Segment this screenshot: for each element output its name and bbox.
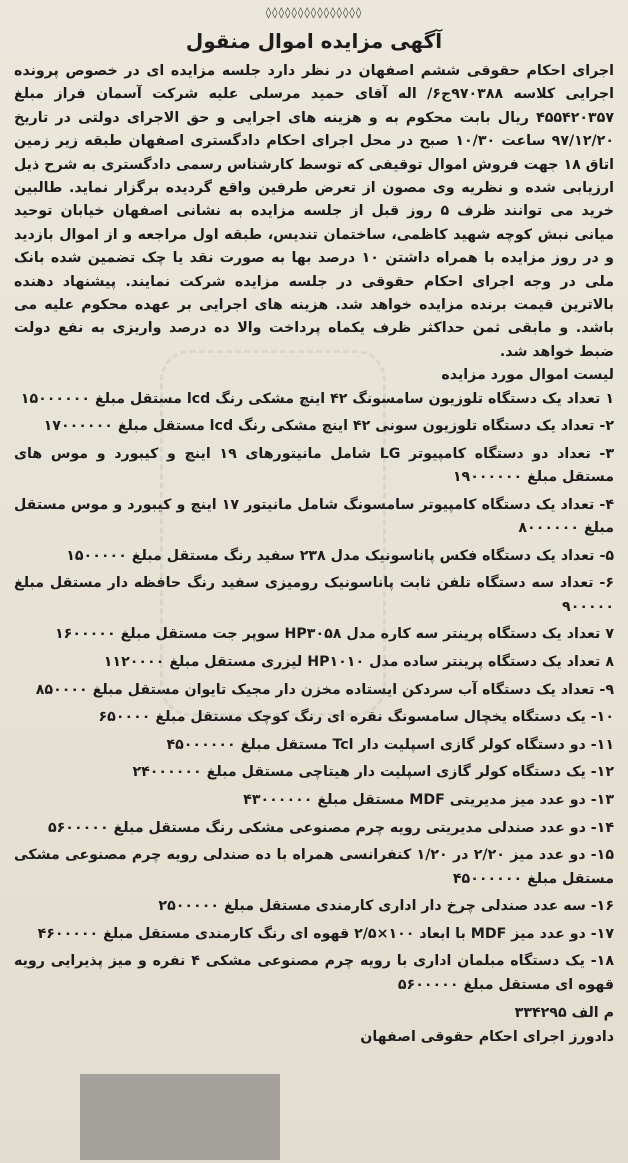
auction-item: ۱۷- دو عدد میز MDF با ابعاد ۱۰۰×۲/۵ قهوه ای رنگ کارمندی مستقل مبلغ ۴۶۰۰۰۰۰ [37, 925, 614, 942]
auction-item: ۱۴- دو عدد صندلی مدیریتی رویه چرم مصنوعی مشکی رنگ مستقل مبلغ ۵۶۰۰۰۰۰ [47, 819, 614, 836]
auction-item: ۵- تعداد یک دستگاه فکس پاناسونیک مدل ۲۳۸ سفید رنگ مستقل مبلغ ۱۵۰۰۰۰۰ [66, 547, 614, 564]
auction-item: ۲- تعداد یک دستگاه تلوزیون سونی ۴۲ اینچ مشکی رنگ lcd مستقل مبلغ ۱۷۰۰۰۰۰۰ [43, 418, 614, 435]
auction-item: ۱۰- یک دستگاه یخچال سامسونگ نقره ای رنگ کوچک مستقل مبلغ ۶۵۰۰۰۰ [98, 709, 614, 726]
auction-item: ۱۲- یک دستگاه کولر گازی اسپلیت دار هیتاچی مستقل مبلغ ۲۴۰۰۰۰۰۰ [132, 764, 614, 781]
notice-title: آگهی مزایده اموال منقول [185, 29, 443, 53]
auction-item: ۷ تعداد یک دستگاه پرینتر سه کاره مدل HP۳۰۵۸ سوپر جت مستقل مبلغ ۱۶۰۰۰۰۰ [55, 626, 614, 643]
auction-item: ۱۶- سه عدد صندلی چرخ دار اداری کارمندی مستقل مبلغ ۲۵۰۰۰۰۰ [158, 898, 614, 915]
auction-item: ۱۸- یک دستگاه مبلمان اداری با رویه چرم مصنوعی مشکی ۴ نفره و میز پذیرایی رویه قهوه ای مستقل مبلغ ۵۶۰۰۰۰۰ [14, 953, 614, 993]
auction-items-list [14, 388, 614, 998]
auction-item: ۱۱- دو دستگاه کولر گازی اسپلیت دار Tcl مستقل مبلغ ۴۵۰۰۰۰۰۰ [166, 736, 614, 753]
auction-item: ۶- تعداد سه دستگاه تلفن ثابت پاناسونیک رومیزی سفید رنگ حافظه دار مستقل مبلغ ۹۰۰۰۰۰ [14, 575, 614, 615]
notice-intro: اجرای احکام حقوقی ششم اصفهان در نظر دارد جلسه مزایده ای در خصوص پرونده اجرایی کلاسه ۹۷۰۳۸۸ج۶/ اله آقای حمید مرسلی علیه شرکت آسمان فراز مبلغ ۴۵۵۴۲۰۳۵۷ ریال بابت محکوم به و هزینه های اجرایی و حق الاجرای دولتی در تاریخ ۹۷/۱۲/۲۰ ساعت ۱۰/۳۰ صبح در محل اجرای احکام دادگستری اصفهان طبقه زیر زمین اتاق ۱۸ جهت فروش اموال توقیفی که توسط کارشناس رسمی دادگستری به شرح ذیل ارزیابی شده و نظریه وی مصون از تعرض طرفین واقع گردیده برگزار نماید. طالبین خرید می توانند ظرف ۵ روز قبل از جلسه مزایده به نشانی اصفهان خیابان توحید میانی نبش کوچه شهید کاظمی، ساختمان تندیس، طبقه اول مراجعه و از اموال بازدید و در روز مزایده با همراه داشتن ۱۰ درصد بها به صورت نقد یا چک تضمین شده بانک ملی در وجه اجرای احکام حقوقی در جلسه مزایده شرکت نمایند. پیشنهاد دهنده بالاترین قیمت برنده مزایده خواهد شد. هزینه های اجرایی بر عهده محکوم علیه می باشد. و مابقی ثمن حداکثر ظرف یکماه پرداخت والا ده درصد واریزی به نفع دولت ضبط خواهد شد. [14, 63, 614, 360]
redaction-box [80, 1074, 280, 1160]
auction-item: ۹- تعداد یک دستگاه آب سردکن ایستاده مخزن دار مجیک تایوان مستقل مبلغ ۸۵۰۰۰۰ [35, 681, 614, 698]
auction-item: ۱۳- دو عدد میز مدیریتی MDF مستقل مبلغ ۴۳۰۰۰۰۰۰ [243, 792, 614, 809]
auction-item: ۳- تعداد دو دستگاه کامپیوتر LG شامل مانیتورهای ۱۹ اینچ و کیبورد و موس های مستقل مبلغ ۱۹۰۰۰۰۰۰ [14, 445, 614, 486]
top-ornament: ◊◊◊◊◊◊◊◊◊◊◊◊◊◊◊ [265, 6, 363, 19]
auction-item: ۱ تعداد یک دستگاه تلوزیون سامسونگ ۴۲ اینچ مشکی رنگ lcd مستقل مبلغ ۱۵۰۰۰۰۰۰ [20, 390, 614, 407]
items-list-heading: لیست اموال مورد مزایده [441, 367, 614, 384]
auction-item: ۱۵- دو عدد میز ۲/۲۰ در ۱/۲۰ کنفرانسی همراه با ده صندلی رویه چرم مصنوعی مشکی مستقل مبلغ ۴۵۰۰۰۰۰۰ [14, 847, 614, 887]
auction-item: ۸ تعداد یک دستگاه پرینتر ساده مدل HP۱۰۱۰ لیزری مستقل مبلغ ۱۱۲۰۰۰۰ [103, 654, 614, 671]
reference-number: م الف ۳۳۴۲۹۵ [514, 1005, 614, 1022]
signature-line: دادورز اجرای احکام حقوقی اصفهان [360, 1029, 614, 1046]
auction-item: ۴- تعداد یک دستگاه کامپیوتر سامسونگ شامل مانیتور ۱۷ اینچ و کیبورد و موس مستقل مبلغ ۸۰۰۰۰۰۰ [14, 496, 614, 537]
